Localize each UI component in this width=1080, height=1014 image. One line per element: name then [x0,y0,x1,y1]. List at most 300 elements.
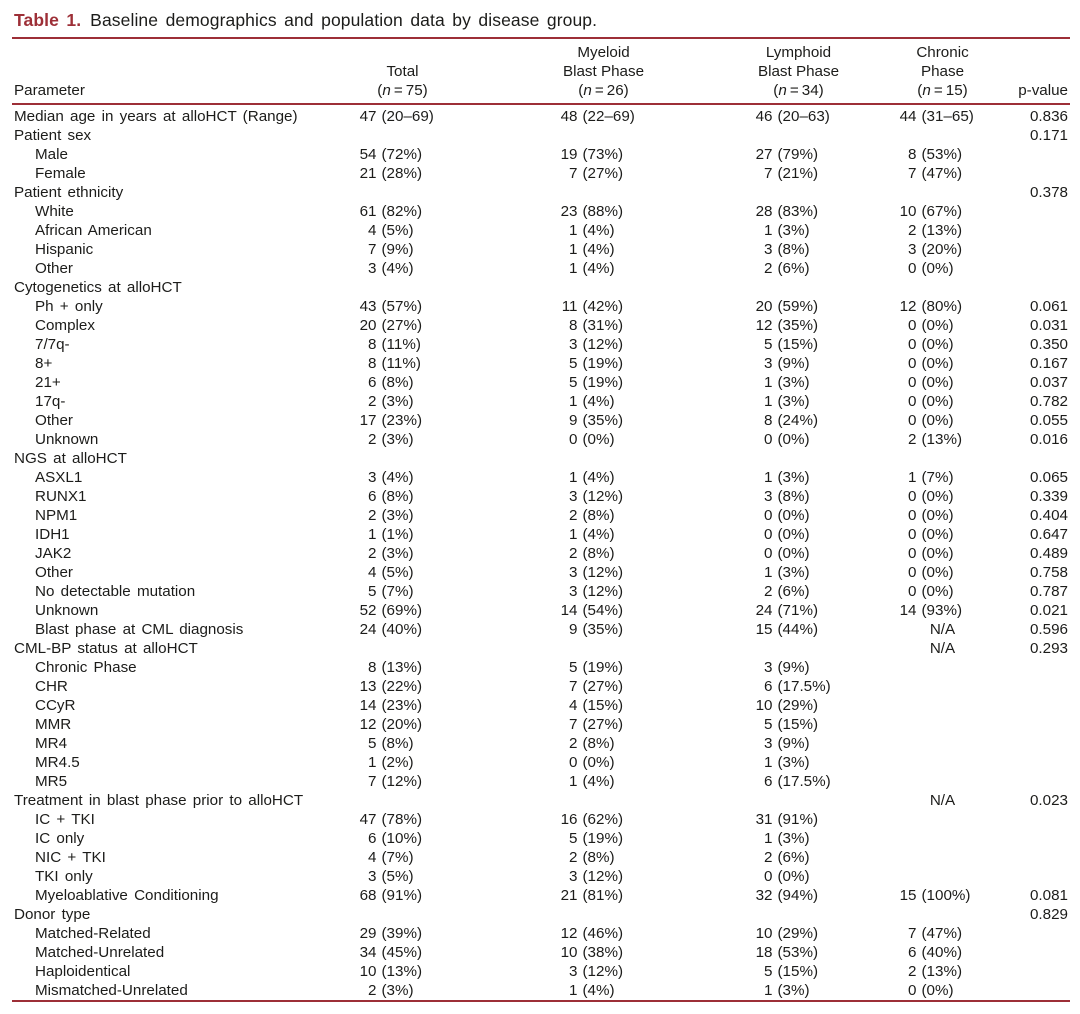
value-cell [310,696,495,715]
value-cell [712,981,885,1001]
percentage: (4%) [582,393,615,410]
value-cell [712,601,885,620]
value-group [892,392,994,411]
value-cell [712,316,885,335]
value-group [892,430,994,449]
count: 0 [908,393,917,410]
percentage: (12%) [582,868,624,885]
value-group [748,487,850,506]
value-cell [885,335,1000,354]
value-group [748,620,850,639]
col-header-group [310,39,495,104]
n-symbol: n [583,82,592,99]
p-value-cell: 0.021 [1029,602,1068,619]
value-cell [712,126,885,145]
value-cell [495,373,712,392]
value-group [748,335,850,354]
percentage: (40%) [921,944,963,961]
count: 20 [755,298,773,315]
count: 5 [368,735,377,752]
value-group [748,677,850,696]
value-cell [310,715,495,734]
percentage: (44%) [777,621,819,638]
table-row [12,905,1070,924]
value-cell [310,164,495,183]
value-cell [885,696,1000,715]
percentage: (0%) [921,982,954,999]
count: 2 [569,849,578,866]
p-value-cell [1000,753,1070,772]
value-cell [885,392,1000,411]
count: 10 [755,925,773,942]
p-value-cell: 0.171 [1029,127,1068,144]
percentage: (79%) [777,146,819,163]
value-cell [885,715,1000,734]
count: 7 [569,716,578,733]
row-parameter: TKI only [35,868,93,885]
count: 21 [359,165,377,182]
percentage: (11%) [381,355,421,372]
row-parameter: 8+ [35,355,53,372]
value-group [352,145,454,164]
value-group [892,506,994,525]
value-cell [310,905,495,924]
p-value-cell [1000,867,1070,886]
value-cell [712,658,885,677]
p-value-cell: 0.378 [1029,184,1068,201]
percentage: (20%) [921,241,963,258]
value-cell [310,126,495,145]
row-parameter: Ph + only [35,298,103,315]
value-group [553,886,655,905]
value-cell [885,104,1000,126]
percentage: (19%) [582,830,624,847]
table-row [12,544,1070,563]
table-row [12,981,1070,1001]
percentage: (82%) [381,203,423,220]
n-symbol: n [382,82,391,99]
count: 3 [569,564,578,581]
value-group [352,677,454,696]
value-group [748,259,850,278]
count: 3 [368,469,377,486]
row-parameter: IC only [35,830,85,847]
col-header-group [495,39,712,104]
table-row [12,468,1070,487]
value-cell [885,639,1000,658]
count: 5 [569,830,578,847]
percentage: (27%) [582,716,624,733]
value-cell [495,544,712,563]
value-group [352,468,454,487]
value-cell [712,164,885,183]
value-cell [885,278,1000,297]
table-row [12,867,1070,886]
value-cell [712,867,885,886]
value-group [553,506,655,525]
value-group [892,373,994,392]
table-row [12,525,1070,544]
percentage: (4%) [381,469,414,486]
row-parameter: JAK2 [35,545,72,562]
count: 0 [908,317,917,334]
percentage: (9%) [777,735,810,752]
row-parameter: Male [35,146,68,163]
percentage: (35%) [582,621,624,638]
value-group [553,297,655,316]
value-group [748,924,850,943]
table-row [12,392,1070,411]
value-group [748,297,850,316]
value-group [553,772,655,791]
percentage: (12%) [582,583,624,600]
count: 9 [569,412,578,429]
percentage: (6%) [777,260,810,277]
count: 6 [368,830,377,847]
value-cell [495,924,712,943]
percentage: (0%) [777,431,810,448]
value-cell [495,221,712,240]
value-cell [712,962,885,981]
p-value-cell [1000,715,1070,734]
na-value: N/A [929,792,956,809]
percentage: (7%) [381,849,414,866]
percentage: (3%) [381,431,414,448]
value-cell [712,240,885,259]
percentage: (20–63) [777,108,830,125]
col-header-line: Blast Phase [562,63,645,80]
percentage: (100%) [921,887,971,904]
col-header-n: (n = 34) [773,82,824,99]
table-row [12,145,1070,164]
value-cell [885,601,1000,620]
percentage: (12%) [582,564,624,581]
table-row [12,601,1070,620]
value-cell [885,240,1000,259]
value-group [553,658,655,677]
percentage: (13%) [921,222,963,239]
value-group [352,316,454,335]
percentage: (53%) [921,146,963,163]
value-group [892,582,994,601]
table-row [12,221,1070,240]
row-parameter: 17q- [35,393,66,410]
p-value-cell: 0.596 [1029,621,1068,638]
row-parameter: CCyR [35,697,76,714]
value-cell [712,810,885,829]
value-cell [885,620,1000,639]
count: 47 [359,811,377,828]
value-group [553,202,655,221]
percentage: (88%) [582,203,624,220]
value-group [553,145,655,164]
count: 7 [908,165,917,182]
value-group [748,392,850,411]
value-cell [885,677,1000,696]
value-group [892,164,994,183]
col-header-line: Blast Phase [757,63,840,80]
value-group [892,202,994,221]
count: 0 [908,583,917,600]
count: 24 [755,602,773,619]
count: 8 [908,146,917,163]
percentage: (4%) [582,241,615,258]
percentage: (8%) [381,488,414,505]
value-cell [885,867,1000,886]
value-group [748,734,850,753]
value-cell [495,430,712,449]
count: 5 [569,374,578,391]
value-cell [495,658,712,677]
col-header-n: (n = 26) [578,82,629,99]
value-cell [495,734,712,753]
count: 14 [899,602,917,619]
value-group [892,354,994,373]
value-cell [310,487,495,506]
table-row [12,582,1070,601]
percentage: (0%) [777,507,810,524]
count: 0 [764,431,773,448]
value-cell [885,753,1000,772]
count: 3 [764,659,773,676]
value-cell [495,962,712,981]
col-header-line: Lymphoid [765,44,832,61]
count: 5 [368,583,377,600]
table-row [12,696,1070,715]
value-group [352,810,454,829]
percentage: (8%) [582,545,615,562]
value-group [352,506,454,525]
value-cell [310,411,495,430]
row-parameter: 21+ [35,374,61,391]
p-value-cell: 0.167 [1029,355,1068,372]
value-cell [712,104,885,126]
count: 32 [755,887,773,904]
percentage: (0%) [582,431,615,448]
value-cell [310,658,495,677]
table-row [12,658,1070,677]
value-group [352,715,454,734]
value-cell [712,183,885,202]
value-group [553,107,655,126]
value-cell [885,981,1000,1001]
count: 4 [368,849,377,866]
count: 0 [764,507,773,524]
value-cell [885,145,1000,164]
value-group [748,107,850,126]
value-group [352,525,454,544]
value-cell [495,525,712,544]
value-group [352,943,454,962]
count: 46 [755,108,773,125]
row-parameter: IDH1 [35,526,70,543]
count: 1 [569,222,578,239]
count: 1 [764,830,773,847]
table-row [12,677,1070,696]
percentage: (59%) [777,298,819,315]
value-cell [310,810,495,829]
value-cell [712,753,885,772]
p-value-cell [1000,145,1070,164]
percentage: (0%) [921,317,954,334]
count: 1 [368,526,377,543]
value-cell [310,297,495,316]
percentage: (0%) [777,868,810,885]
percentage: (81%) [582,887,624,904]
value-cell [495,278,712,297]
percentage: (10%) [381,830,423,847]
value-group [892,316,994,335]
value-group [892,411,994,430]
value-group [553,468,655,487]
count: 10 [899,203,917,220]
value-cell [495,335,712,354]
value-cell [712,829,885,848]
row-parameter: IC + TKI [35,811,95,828]
percentage: (62%) [582,811,624,828]
value-group [553,354,655,373]
value-group [748,962,850,981]
value-group [748,981,850,1000]
value-cell [495,183,712,202]
count: 8 [368,355,377,372]
row-parameter: Patient ethnicity [14,184,124,201]
value-cell [310,601,495,620]
row-parameter: Female [35,165,86,182]
value-cell [885,886,1000,905]
value-group [748,658,850,677]
p-value-cell: 0.016 [1029,431,1068,448]
value-cell [495,145,712,164]
count: 6 [368,488,377,505]
na-value: N/A [929,621,956,638]
percentage: (13%) [921,963,963,980]
table-caption-text: Baseline demographics and population data by disease group. [90,10,598,30]
row-parameter: Donor type [14,906,91,923]
count: 12 [755,317,773,334]
table-row [12,278,1070,297]
percentage: (31–65) [921,108,974,125]
percentage: (2%) [381,754,414,771]
count: 43 [359,298,377,315]
count: 12 [560,925,578,942]
percentage: (3%) [777,754,810,771]
count: 4 [569,697,578,714]
row-parameter: Chronic Phase [35,659,137,676]
value-cell [310,449,495,468]
value-group [352,392,454,411]
value-group [748,943,850,962]
percentage: (35%) [777,317,819,334]
value-cell [310,354,495,373]
table-row [12,848,1070,867]
p-value-cell: 0.081 [1029,887,1068,904]
count: 1 [569,773,578,790]
row-parameter: Median age in years at alloHCT (Range) [14,108,298,125]
count: 0 [569,431,578,448]
value-cell [885,905,1000,924]
percentage: (15%) [777,716,819,733]
value-cell [310,278,495,297]
value-cell [712,202,885,221]
value-group [892,943,994,962]
count: 0 [764,868,773,885]
value-group [892,601,994,620]
table-row [12,240,1070,259]
row-parameter: MMR [35,716,72,733]
value-group [892,924,994,943]
value-group [553,981,655,1000]
value-group [352,658,454,677]
value-cell [712,411,885,430]
count: 2 [368,982,377,999]
count: 14 [359,697,377,714]
value-cell [310,829,495,848]
value-group [748,829,850,848]
value-group [553,924,655,943]
value-group [553,753,655,772]
percentage: (3%) [381,982,414,999]
value-group [553,848,655,867]
value-group [352,544,454,563]
count: 19 [560,146,578,163]
row-parameter: 7/7q- [35,336,70,353]
value-cell [495,259,712,278]
col-header-parameter: Parameter [12,39,310,104]
count: 14 [560,602,578,619]
percentage: (19%) [582,659,624,676]
value-cell [495,240,712,259]
percentage: (0%) [777,526,810,543]
value-group [553,829,655,848]
row-parameter: Myeloablative Conditioning [35,887,219,904]
count: 3 [764,241,773,258]
table-body [12,104,1070,1001]
table-row [12,753,1070,772]
count: 44 [899,108,917,125]
value-group [553,962,655,981]
count: 7 [569,678,578,695]
value-group [892,335,994,354]
row-parameter: Treatment in blast phase prior to alloHCT [14,792,304,809]
value-cell [310,145,495,164]
value-cell [885,221,1000,240]
value-cell [495,867,712,886]
percentage: (24%) [777,412,819,429]
percentage: (17.5%) [777,678,831,695]
value-group [352,221,454,240]
p-value-cell [1000,943,1070,962]
percentage: (13%) [381,963,423,980]
value-cell [495,126,712,145]
p-value-cell [1000,696,1070,715]
value-group [748,525,850,544]
percentage: (19%) [582,374,624,391]
value-cell [885,829,1000,848]
value-cell [885,810,1000,829]
percentage: (4%) [582,222,615,239]
count: 1 [764,222,773,239]
value-group [748,411,850,430]
value-cell [495,981,712,1001]
p-value-cell: 0.787 [1029,583,1068,600]
percentage: (0%) [777,545,810,562]
percentage: (29%) [777,925,819,942]
percentage: (1%) [381,526,414,543]
count: 2 [764,583,773,600]
value-group [352,962,454,981]
percentage: (47%) [921,165,963,182]
